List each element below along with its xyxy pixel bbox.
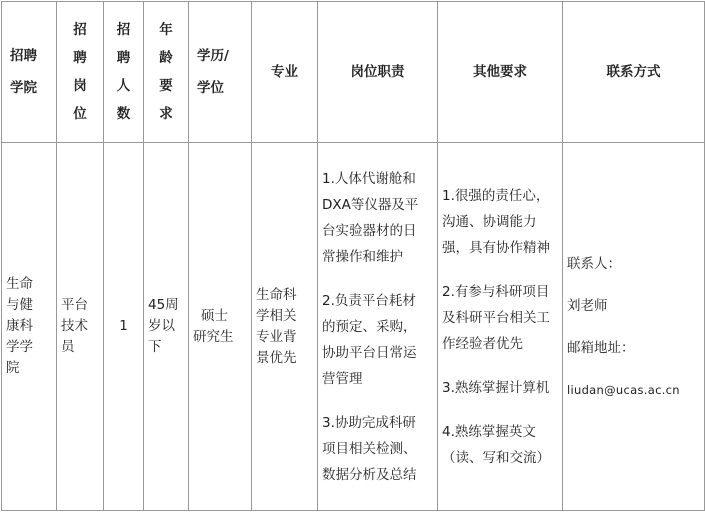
contact-block [567,243,700,411]
header-age: 年 龄 要 求 [144,2,189,143]
header-college: 招聘 学院 [2,2,57,143]
contact-person-label: 联系人： [567,255,621,272]
header-count: 招 聘 人 数 [104,2,144,143]
table-row [2,143,705,511]
requirement-item: 2.有参与科研项目 及科研平台相关工 作经验者优先 [442,283,550,352]
contact-person: 刘老师 [567,297,608,314]
cell-contact [563,143,705,511]
recruitment-table [1,1,705,511]
duty-item: 2.负责平台耗材 的预定、采购， 协助平台日常运 营管理 [322,292,417,387]
cell-degree: 硕士 研究生 [189,143,252,511]
cell-other [438,143,563,511]
duty-item: 3.协助完成科研 项目相关检测、 数据分析及总结 [322,414,417,483]
cell-age: 45周 岁以 下 [144,143,189,511]
cell-duties [318,143,438,511]
cell-count: 1 [104,143,144,511]
requirement-item: 3.熟练掌握计算机 [442,379,550,396]
header-major: 专业 [252,2,318,143]
header-row [2,2,705,143]
duty-item: 1.人体代谢舱和 DXA等仪器及平 台实验器材的日 常操作和维护 [322,170,419,265]
cell-college: 生命 与健 康科 学学 院 [2,143,57,511]
header-degree: 学历/ 学位 [189,2,252,143]
header-other: 其他要求 [438,2,563,143]
contact-email-label: 邮箱地址： [567,339,635,356]
requirement-item: 1.很强的责任心， 沟通、协调能力 强，具有协作精神 [442,187,550,256]
cell-major: 生命科 学相关 专业背 景优先 [252,143,318,511]
header-contact: 联系方式 [563,2,705,143]
contact-email[interactable]: liudan@ucas.ac.cn [567,382,680,397]
header-position: 招 聘 岗 位 [57,2,104,143]
requirement-item: 4.熟练掌握英文 （读、写和交流） [442,423,550,466]
cell-position: 平台 技术 员 [57,143,104,511]
header-duties: 岗位职责 [318,2,438,143]
